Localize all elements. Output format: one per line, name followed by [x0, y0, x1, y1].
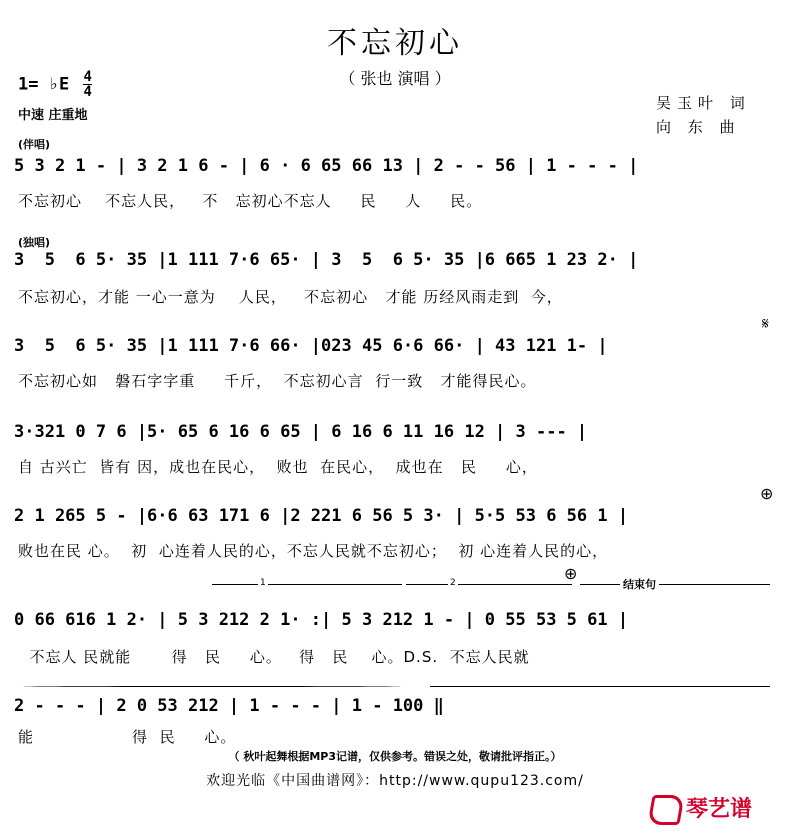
tempo-marking: 中速 庄重地	[18, 108, 88, 123]
coda-marker-icon: ⊕	[564, 564, 578, 583]
tie-arc	[22, 686, 402, 687]
score-line-6: 0 66 616 1 2· | 5 3 212 2 1· :| 5 3 212 1 - | 0 55 53 5 61 |	[14, 610, 629, 630]
lyric-line-4: 自 古兴亡 皆有 因，成也在民心， 败也 在民心， 成也在 民 心，	[18, 458, 538, 476]
tie-arc-2	[430, 686, 770, 687]
logo-icon	[647, 795, 684, 825]
score-line-4: 3·321 0 7 6 |5· 65 6 16 6 65 | 6 16 6 11 16 12 | 3 --- |	[14, 422, 588, 442]
coda-icon: ⊕	[760, 484, 774, 503]
lyric-line-3: 不忘初心如 磐石字字重 千斤， 不忘初心言 行一致 才能得民心。	[18, 372, 537, 390]
transcription-note: （ 秋叶起舞根据MP3记谱，仅供参考。错误之处，敬请批评指正。）	[228, 750, 562, 763]
score-line-3: 3 5 6 5· 35 |1 111 7·6 66· |023 45 6·6 66· | 43 121 1- |	[14, 336, 608, 356]
solo-label: (独唱)	[18, 236, 51, 249]
key-signature	[18, 70, 92, 99]
time-signature	[83, 70, 91, 99]
volta-1-label: 1	[260, 578, 266, 588]
lyric-line-7: 能 得 民 心。	[18, 728, 237, 746]
lyric-line-6: 不忘人 民就能 得 民 心。 得 民 心。D.S. 不忘人民就	[18, 648, 530, 666]
time-top: 4	[83, 69, 92, 85]
performer-subtitle: （ 张也 演唱 ）	[339, 69, 451, 88]
score-line-1: 5 3 2 1 - | 3 2 1 6 - | 6 · 6 65 66 13 | 2 - - 56 | 1 - - - |	[14, 156, 639, 176]
score-line-2: 3 5 6 5· 35 |1 111 7·6 65· | 3 5 6 5· 35 |6 665 1 23 2· |	[14, 250, 639, 270]
logo-text: 琴艺谱	[686, 797, 753, 822]
accompaniment-label: (伴唱)	[18, 138, 51, 151]
score-line-7: 2 - - - | 2 0 53 212 | 1 - - - | 1 - 100 ‖	[14, 696, 444, 716]
volta-1-bracket	[212, 584, 402, 585]
segno-icon: 𝄋	[762, 314, 769, 333]
lyric-line-2: 不忘初心，才能 一心一意为 人民， 不忘初心 才能 历经风雨走到 今，	[18, 288, 563, 306]
composer-credit: 向 东 曲	[656, 118, 741, 136]
page-title: 不忘初心	[327, 26, 463, 61]
lyric-line-1: 不忘初心 不忘人民， 不 忘初心不忘人 民 人 民。	[18, 192, 483, 210]
time-bottom: 4	[83, 84, 92, 100]
key-label: 1= ♭E	[18, 74, 70, 95]
score-line-5: 2 1 265 5 - |6·6 63 171 6 |2 221 6 56 5 3· | 5·5 53 6 56 1 |	[14, 506, 629, 526]
website-link[interactable]: 欢迎光临《中国曲谱网》：http://www.qupu123.com/	[206, 773, 584, 789]
volta-2-label: 2	[450, 578, 456, 588]
volta-2-bracket	[406, 584, 572, 585]
ending-bracket	[580, 584, 770, 585]
lyricist-credit: 吴玉叶 词	[656, 94, 751, 112]
lyric-line-5: 败也在民 心。 初 心连着人民的心，不忘人民就不忘初心； 初 心连着人民的心，	[18, 542, 609, 560]
site-logo	[650, 792, 752, 825]
ending-label: 结束句	[620, 576, 659, 592]
